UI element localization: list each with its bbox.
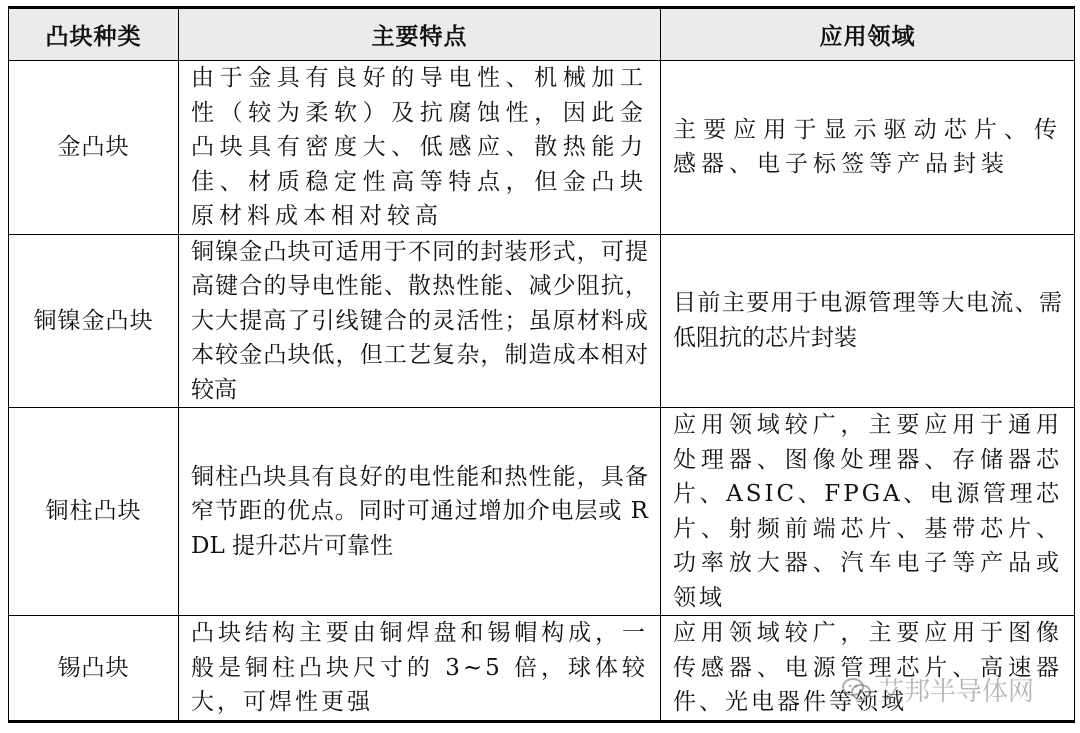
header-bump-type: 凸块种类 xyxy=(9,8,179,61)
watermark-text: 艾邦半导体网 xyxy=(878,677,1035,707)
bump-type-cell: 铜镍金凸块 xyxy=(9,234,179,408)
bump-type-cell: 铜柱凸块 xyxy=(9,408,179,616)
applications-cell: 主要应用于显示驱动芯片、传感器、电子标签等产品封装 xyxy=(661,61,1075,235)
header-main-features: 主要特点 xyxy=(179,8,661,61)
features-cell: 铜柱凸块具有良好的电性能和热性能，具备窄节距的优点。同时可通过增加介电层或 RDL 提升芯片可靠性 xyxy=(179,408,661,616)
features-cell: 凸块结构主要由铜焊盘和锡帽构成，一般是铜柱凸块尺寸的 3~5 倍，球体较大，可焊性更强 xyxy=(179,616,661,722)
bump-type-cell: 锡凸块 xyxy=(9,616,179,722)
applications-cell: 应用领域较广，主要应用于图像传感器、电源管理芯片、高速器件、光电器件等领域 xyxy=(661,616,1075,722)
table-header-row xyxy=(9,8,1075,61)
table-row xyxy=(9,61,1075,235)
applications-cell: 应用领域较广，主要应用于通用处理器、图像处理器、存储器芯片、ASIC、FPGA、电源管理芯片、射频前端芯片、基带芯片、功率放大器、汽车电子等产品或领域 xyxy=(661,408,1075,616)
applications-cell: 目前主要用于电源管理等大电流、需低阻抗的芯片封装 xyxy=(661,234,1075,408)
table-row xyxy=(9,408,1075,616)
table-row xyxy=(9,616,1075,722)
features-cell: 铜镍金凸块可适用于不同的封装形式，可提高键合的导电性能、散热性能、减少阻抗，大大提高了引线键合的灵活性；虽原材料成本较金凸块低，但工艺复杂，制造成本相对较高 xyxy=(179,234,661,408)
header-application-fields: 应用领域 xyxy=(661,8,1075,61)
features-cell: 由于金具有良好的导电性、机械加工性（较为柔软）及抗腐蚀性，因此金凸块具有密度大、低感应、散热能力佳、材质稳定性高等特点，但金凸块原材料成本相对较高 xyxy=(179,61,661,235)
bump-type-cell: 金凸块 xyxy=(9,61,179,235)
table-row xyxy=(9,234,1075,408)
bump-comparison-table xyxy=(8,6,1075,723)
